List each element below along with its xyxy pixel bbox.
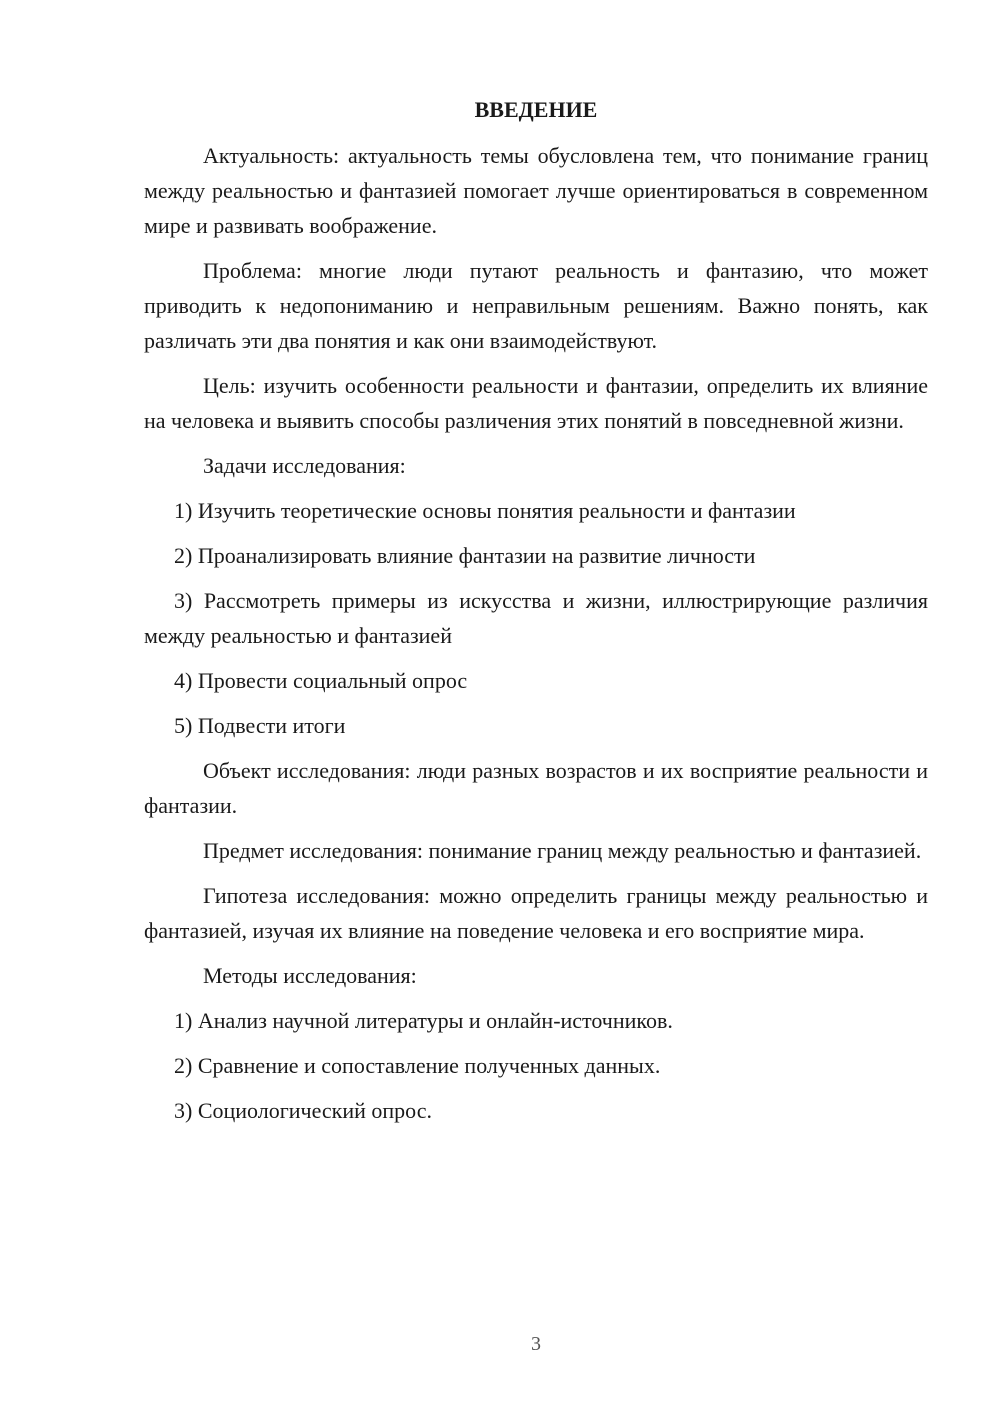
page-number: 3 — [531, 1333, 541, 1355]
task-item-5: 5) Подвести итоги — [174, 713, 346, 738]
hypothesis-paragraph: Гипотеза исследования: можно определить границы между реальностью и фантазией, изучая их влияние на поведение человека и его восприятие мира. — [144, 883, 928, 943]
relevance-paragraph: Актуальность: актуальность темы обусловлена тем, что понимание границ между реальностью и фантазией помогает лучше ориентироваться в современном мире и развивать воображение. — [144, 143, 928, 238]
task-item-1: 1) Изучить теоретические основы понятия реальности и фантазии — [174, 498, 796, 523]
goal-paragraph: Цель: изучить особенности реальности и фантазии, определить их влияние на человека и выявить способы различения этих понятий в повседневной жизни. — [144, 373, 928, 433]
tasks-heading: Задачи исследования: — [203, 453, 406, 478]
task-item-2: 2) Проанализировать влияние фантазии на развитие личности — [174, 543, 756, 568]
task-item-4: 4) Провести социальный опрос — [174, 668, 468, 693]
subject-paragraph: Предмет исследования: понимание границ между реальностью и фантазией. — [203, 838, 922, 863]
methods-heading: Методы исследования: — [203, 963, 417, 988]
object-paragraph: Объект исследования: люди разных возрастов и их восприятие реальности и фантазии. — [144, 758, 928, 818]
problem-paragraph: Проблема: многие люди путают реальность и фантазию, что может приводить к недопониманию и неправильным решениям. Важно понять, как различать эти два понятия и как они взаимодействуют. — [144, 258, 928, 353]
method-item-1: 1) Анализ научной литературы и онлайн-источников. — [174, 1008, 673, 1033]
method-item-3: 3) Социологический опрос. — [174, 1098, 432, 1123]
task-item-3: 3) Рассмотреть примеры из искусства и жизни, иллюстрирующие различия между реальностью и фантазией — [144, 588, 928, 648]
document-page — [144, 92, 928, 1138]
page-title: ВВЕДЕНИЕ — [474, 97, 598, 122]
method-item-2: 2) Сравнение и сопоставление полученных данных. — [174, 1053, 661, 1078]
